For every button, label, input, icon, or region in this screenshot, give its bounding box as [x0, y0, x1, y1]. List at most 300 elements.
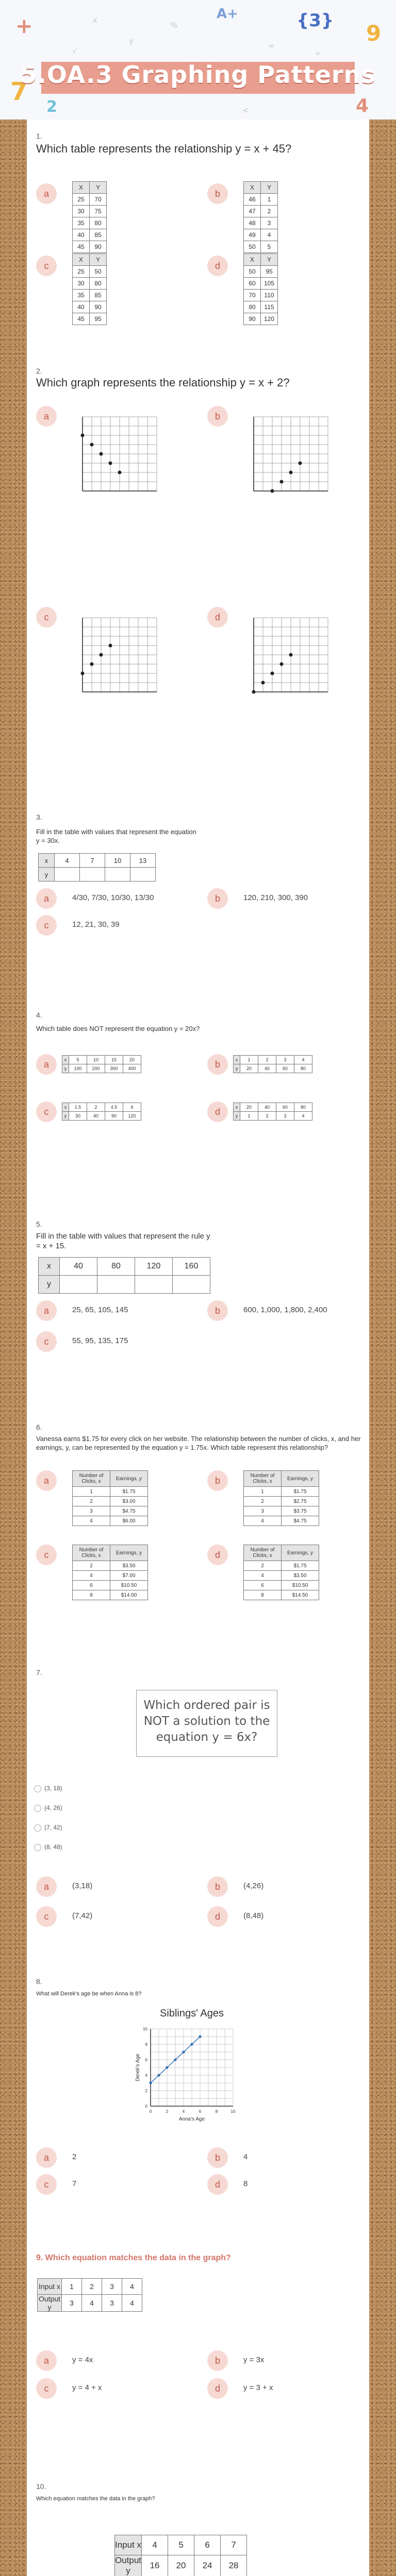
- data-point: [90, 663, 94, 666]
- table-cell: 120: [135, 1258, 173, 1276]
- table-row: [38, 2279, 142, 2295]
- table-cell: 35: [73, 290, 90, 301]
- table-row: [244, 266, 278, 278]
- table-cell: 30: [73, 278, 90, 290]
- option-badge[interactable]: b: [207, 1300, 228, 1321]
- table-cell: 90: [90, 301, 107, 313]
- table-row: [244, 1571, 319, 1581]
- data-table: [243, 1470, 319, 1526]
- option-text[interactable]: (8,48): [243, 1911, 264, 1920]
- option-badge[interactable]: c: [36, 1101, 57, 1122]
- table-row: [234, 1056, 312, 1064]
- table-row-label: y: [39, 1276, 60, 1294]
- question-number: 10.: [36, 2482, 46, 2490]
- data-point: [182, 2050, 185, 2053]
- table-row: [73, 1516, 148, 1526]
- data-point: [190, 2043, 193, 2045]
- option-badge[interactable]: b: [207, 1876, 228, 1897]
- question-number: 2.: [36, 367, 42, 375]
- option-badge[interactable]: a: [36, 1470, 57, 1491]
- table-cell: 6: [194, 2535, 221, 2555]
- table-header-row: [73, 254, 107, 266]
- table-cell: 5: [261, 241, 278, 253]
- deco-symbol: +: [15, 14, 33, 38]
- table-row-label: x: [234, 1103, 240, 1112]
- table-row: [73, 1561, 148, 1571]
- table-cell: 28: [221, 2555, 247, 2576]
- table-header-cell: Number of Clicks, x: [244, 1471, 282, 1487]
- table-cell: 4: [261, 229, 278, 241]
- table-cell: 50: [90, 266, 107, 278]
- table-cell: 90: [90, 241, 107, 253]
- deco-symbol: <: [242, 106, 249, 115]
- data-table: [243, 253, 278, 325]
- table-cell: [60, 1276, 97, 1294]
- table-cell: 60: [276, 1103, 294, 1112]
- option-text[interactable]: y = 4x: [72, 2355, 93, 2364]
- table-cell: 85: [90, 290, 107, 301]
- table-header-cell: Y: [261, 254, 278, 266]
- question-text: Which equation matches the data in the graph?: [36, 2496, 155, 2502]
- question-text: Fill in the table with values that represent the equation y = 30x.: [36, 828, 196, 844]
- table-cell: 80: [90, 278, 107, 290]
- table-cell: 1: [244, 1487, 282, 1497]
- option-text[interactable]: 4/30, 7/30, 10/30, 13/30: [72, 893, 154, 902]
- option-badge[interactable]: b: [207, 2147, 228, 2168]
- table-cell: 10: [105, 854, 130, 868]
- x-tick-label: 6: [199, 2109, 202, 2114]
- table-cell: 110: [261, 290, 278, 301]
- data-table: [62, 1103, 141, 1121]
- y-tick-label: 8: [145, 2042, 147, 2047]
- data-table: [37, 2278, 142, 2312]
- option-badge[interactable]: d: [207, 1545, 228, 1565]
- option-text[interactable]: (7,42): [72, 1911, 93, 1920]
- table-header-cell: Number of Clicks, x: [244, 1545, 282, 1561]
- option-badge[interactable]: a: [36, 406, 57, 427]
- option-badge[interactable]: a: [36, 888, 57, 909]
- option-badge[interactable]: d: [207, 2174, 228, 2195]
- table-header-cell: X: [244, 254, 261, 266]
- option-badge[interactable]: d: [207, 1906, 228, 1927]
- question-number: 9.: [36, 2253, 43, 2262]
- radio-label: (3, 18): [44, 1785, 62, 1792]
- question-text: Fill in the table with values that represent the rule y = x + 15.: [36, 1232, 210, 1250]
- data-table: [243, 181, 278, 253]
- table-row-label: y: [234, 1064, 240, 1073]
- option-text[interactable]: (3,18): [72, 1882, 93, 1890]
- table-cell: 10: [87, 1056, 105, 1064]
- data-table: [38, 1257, 210, 1294]
- table-row: [62, 1056, 141, 1064]
- table-cell: 100: [69, 1064, 87, 1073]
- data-point: [81, 434, 85, 437]
- table-row: [244, 1497, 319, 1506]
- question-number: 3.: [36, 813, 42, 821]
- table-cell: $1.75: [282, 1487, 319, 1497]
- table-cell: 7: [80, 854, 105, 868]
- table-row: [39, 868, 156, 882]
- radio-option[interactable]: [34, 1804, 62, 1812]
- question-text: Vanessa earns $1.75 for every click on her website. The relationship between the number of clicks, x, and her earnings, y, can be represented by the equation y = 1.75x. Which table represent this relationship?: [36, 1435, 361, 1451]
- radio-button[interactable]: [34, 1805, 41, 1812]
- table-cell: 24: [194, 2555, 221, 2576]
- data-table: [243, 1545, 319, 1600]
- table-cell: $6.00: [110, 1516, 148, 1526]
- option-text[interactable]: 2: [72, 2153, 77, 2161]
- deco-symbol: 7: [10, 77, 28, 106]
- table-cell: 45: [73, 313, 90, 325]
- table-cell: 2: [73, 1497, 110, 1506]
- table-cell: 1.5: [69, 1103, 87, 1112]
- table-cell: 3: [102, 2295, 122, 2312]
- table-cell: 48: [244, 217, 261, 229]
- table-cell: 50: [244, 266, 261, 278]
- table-cell: 4: [244, 1516, 282, 1526]
- data-point: [199, 2035, 201, 2038]
- table-cell: 20: [168, 2555, 194, 2576]
- table-cell: $1.75: [110, 1487, 148, 1497]
- table-cell: 6: [123, 1103, 141, 1112]
- question-prompt: Which equation matches the data in the graph?: [45, 2253, 231, 2262]
- table-row: [39, 854, 156, 868]
- option-text[interactable]: 7: [72, 2179, 77, 2188]
- table-cell: 115: [261, 301, 278, 313]
- option-badge[interactable]: b: [207, 888, 228, 909]
- table-cell: 40: [73, 301, 90, 313]
- option-badge[interactable]: d: [207, 256, 228, 276]
- table-row: [244, 313, 278, 325]
- table-row-label: y: [39, 868, 55, 882]
- option-badge[interactable]: b: [207, 183, 228, 204]
- option-text[interactable]: y = 3x: [243, 2355, 265, 2364]
- table-cell: 105: [261, 278, 278, 290]
- option-badge[interactable]: a: [36, 1054, 57, 1075]
- coordinate-grid: [243, 406, 336, 499]
- table-cell: 2: [258, 1112, 276, 1121]
- table-cell: 20: [123, 1056, 141, 1064]
- question-4-card: [27, 968, 369, 1168]
- deco-symbol: y: [129, 36, 134, 45]
- x-axis-label: Anna's Age: [178, 2116, 205, 2122]
- option-badge[interactable]: c: [36, 1545, 57, 1565]
- data-point: [289, 471, 293, 474]
- table-cell: 3: [102, 2279, 122, 2295]
- x-tick-label: 0: [149, 2109, 152, 2114]
- question-text: Which table represents the relationship y = x + 45?: [36, 142, 292, 155]
- option-badge[interactable]: a: [36, 2350, 57, 2371]
- table-cell: [135, 1276, 173, 1294]
- table-row: [73, 290, 107, 301]
- table-cell: 20: [240, 1103, 258, 1112]
- table-header-row: [244, 1545, 319, 1561]
- question-number: 4.: [36, 1011, 42, 1019]
- question-number: 1.: [36, 132, 42, 140]
- table-row: [244, 1487, 319, 1497]
- table-row: [73, 1487, 148, 1497]
- table-cell: 2: [87, 1103, 105, 1112]
- table-row: [73, 1506, 148, 1516]
- table-row: [244, 1590, 319, 1600]
- table-cell: 70: [90, 194, 107, 206]
- y-axis-label: Derek's Age: [135, 2054, 141, 2081]
- data-point: [289, 653, 293, 657]
- table-cell: 45: [73, 241, 90, 253]
- table-cell: 95: [90, 313, 107, 325]
- deco-symbol: 9: [366, 21, 382, 46]
- y-tick-label: 0: [145, 2104, 147, 2109]
- table-row: [244, 301, 278, 313]
- table-row: [115, 2555, 247, 2576]
- table-cell: 1: [240, 1112, 258, 1121]
- table-cell: 16: [142, 2555, 168, 2576]
- option-badge[interactable]: d: [207, 2378, 228, 2399]
- table-header-cell: X: [73, 254, 90, 266]
- table-cell: 2: [258, 1056, 276, 1064]
- table-header-cell: Y: [90, 254, 107, 266]
- option-badge[interactable]: a: [36, 1300, 57, 1321]
- option-badge[interactable]: c: [36, 256, 57, 276]
- table-cell: [173, 1276, 210, 1294]
- data-point: [280, 480, 284, 484]
- data-table: [38, 853, 156, 882]
- y-tick-label: 10: [143, 2027, 147, 2031]
- table-row: [38, 2295, 142, 2312]
- option-badge[interactable]: c: [36, 1331, 57, 1352]
- question-number: 7.: [36, 1668, 42, 1676]
- y-tick-label: 4: [145, 2073, 147, 2078]
- table-cell: 4: [244, 1571, 282, 1581]
- radio-option[interactable]: [34, 1785, 62, 1792]
- option-badge[interactable]: a: [36, 183, 57, 204]
- option-text[interactable]: 12, 21, 30, 39: [72, 920, 120, 929]
- table-cell: 5: [69, 1056, 87, 1064]
- option-text[interactable]: 120, 210, 300, 390: [243, 893, 308, 902]
- coordinate-grid: [243, 607, 336, 700]
- deco-symbol: 4: [356, 95, 369, 116]
- table-cell: 40: [258, 1103, 276, 1112]
- table-row: [73, 217, 107, 229]
- data-table: [233, 1055, 312, 1073]
- table-cell: 4: [294, 1056, 312, 1064]
- data-table: [233, 1103, 312, 1121]
- table-row: [73, 266, 107, 278]
- deco-symbol: %: [170, 21, 178, 30]
- radio-label: (7, 42): [44, 1824, 62, 1831]
- table-cell: 3: [73, 1506, 110, 1516]
- question-6-card: [27, 1380, 369, 1627]
- table-header-cell: X: [244, 182, 261, 194]
- option-badge[interactable]: c: [36, 2174, 57, 2195]
- data-table: [72, 181, 107, 253]
- table-cell: 25: [73, 194, 90, 206]
- prompt-box: [136, 1690, 277, 1757]
- table-cell: 13: [130, 854, 156, 868]
- table-cell: 8: [73, 1590, 110, 1600]
- option-badge[interactable]: b: [207, 406, 228, 427]
- table-row-label: x: [39, 1258, 60, 1276]
- option-badge[interactable]: b: [207, 1470, 228, 1491]
- table-cell: 120: [123, 1112, 141, 1121]
- radio-label: (8, 48): [44, 1843, 62, 1851]
- table-row: [73, 301, 107, 313]
- option-badge[interactable]: b: [207, 2350, 228, 2371]
- table-cell: 40: [60, 1258, 97, 1276]
- table-header-cell: Earnings, y: [282, 1471, 319, 1487]
- table-row: [73, 1581, 148, 1590]
- table-cell: 6: [73, 1581, 110, 1590]
- y-tick-label: 6: [145, 2058, 147, 2062]
- data-point: [157, 2074, 160, 2076]
- table-cell: [97, 1276, 135, 1294]
- table-cell: 40: [258, 1064, 276, 1073]
- table-row-label: x: [62, 1056, 69, 1064]
- table-row: [62, 1112, 141, 1121]
- table-cell: 50: [244, 241, 261, 253]
- table-row: [62, 1103, 141, 1112]
- table-row: [73, 1571, 148, 1581]
- table-cell: 4: [82, 2295, 102, 2312]
- table-cell: 80: [294, 1103, 312, 1112]
- table-cell: 200: [87, 1064, 105, 1073]
- deco-symbol: x: [93, 15, 97, 25]
- table-row: [244, 241, 278, 253]
- option-badge[interactable]: d: [207, 1101, 228, 1122]
- table-cell: 80: [244, 301, 261, 313]
- table-row-label: y: [234, 1112, 240, 1121]
- radio-option[interactable]: [34, 1824, 62, 1832]
- table-row-label: x: [62, 1103, 69, 1112]
- table-header-row: [73, 1471, 148, 1487]
- table-cell: 400: [123, 1064, 141, 1073]
- table-row: [73, 278, 107, 290]
- table-cell: $7.00: [110, 1571, 148, 1581]
- table-cell: 30: [73, 206, 90, 217]
- data-point: [280, 663, 284, 666]
- table-cell: 90: [244, 313, 261, 325]
- table-cell: 3: [276, 1056, 294, 1064]
- table-cell: 160: [173, 1258, 210, 1276]
- option-badge[interactable]: c: [36, 2378, 57, 2399]
- radio-button[interactable]: [34, 1785, 41, 1792]
- option-text[interactable]: 8: [243, 2179, 248, 2188]
- option-badge[interactable]: c: [36, 607, 57, 628]
- option-text[interactable]: y = 3 + x: [243, 2383, 273, 2392]
- data-point: [149, 2081, 152, 2084]
- question-number: 5.: [36, 1220, 42, 1228]
- table-cell: $10.50: [282, 1581, 319, 1590]
- radio-label: (4, 26): [44, 1804, 62, 1811]
- table-cell: [55, 868, 80, 882]
- table-header-cell: Number of Clicks, x: [73, 1471, 110, 1487]
- data-point: [166, 2066, 168, 2069]
- table-cell: 4: [55, 854, 80, 868]
- data-table: [72, 253, 107, 325]
- option-badge[interactable]: c: [36, 1906, 57, 1927]
- table-row: [115, 2535, 247, 2555]
- data-table: [62, 1055, 141, 1073]
- option-text[interactable]: 55, 95, 135, 175: [72, 1336, 128, 1345]
- line-chart: [114, 2003, 269, 2127]
- table-row: [73, 194, 107, 206]
- table-header-row: [244, 182, 278, 194]
- table-row-label: Input x: [38, 2279, 62, 2295]
- option-badge[interactable]: b: [207, 1054, 228, 1075]
- table-row: [234, 1064, 312, 1073]
- question-2-card: [27, 336, 369, 769]
- x-tick-label: 8: [215, 2109, 218, 2114]
- option-text[interactable]: 25, 65, 105, 145: [72, 1306, 128, 1314]
- table-cell: 80: [294, 1064, 312, 1073]
- option-badge[interactable]: a: [36, 2147, 57, 2168]
- radio-button[interactable]: [34, 1844, 41, 1851]
- data-point: [100, 452, 103, 456]
- table-cell: 2: [73, 1561, 110, 1571]
- option-text[interactable]: y = 4 + x: [72, 2383, 102, 2392]
- table-row: [244, 1516, 319, 1526]
- table-row: [244, 1506, 319, 1516]
- question-9-card: [27, 2215, 369, 2427]
- option-badge[interactable]: d: [207, 607, 228, 628]
- table-cell: 30: [69, 1112, 87, 1121]
- radio-option[interactable]: [34, 1843, 62, 1851]
- data-point: [271, 672, 274, 675]
- table-cell: $1.75: [282, 1561, 319, 1571]
- option-text[interactable]: (4,26): [243, 1882, 264, 1890]
- deco-symbol: A+: [217, 6, 238, 22]
- option-badge[interactable]: c: [36, 915, 57, 936]
- table-cell: $2.75: [282, 1497, 319, 1506]
- table-cell: 7: [221, 2535, 247, 2555]
- table-row: [244, 278, 278, 290]
- table-cell: 80: [90, 217, 107, 229]
- table-cell: 35: [73, 217, 90, 229]
- table-cell: 1: [240, 1056, 258, 1064]
- coordinate-grid: [72, 607, 165, 700]
- option-text[interactable]: 4: [243, 2153, 248, 2161]
- question-number: 8.: [36, 1977, 42, 1986]
- table-cell: 60: [244, 278, 261, 290]
- table-cell: 60: [276, 1064, 294, 1073]
- data-point: [100, 653, 103, 657]
- question-3-card: [27, 769, 369, 968]
- coordinate-grid: [72, 406, 165, 499]
- table-header-cell: Earnings, y: [110, 1471, 148, 1487]
- chart-title: Siblings' Ages: [160, 2008, 224, 2019]
- table-cell: $4.75: [282, 1516, 319, 1526]
- radio-button[interactable]: [34, 1824, 41, 1832]
- question-text: Which graph represents the relationship y = x + 2?: [36, 376, 290, 389]
- table-row-label: x: [234, 1056, 240, 1064]
- table-header-cell: Y: [90, 182, 107, 194]
- table-cell: 90: [105, 1112, 123, 1121]
- table-row: [244, 206, 278, 217]
- option-text[interactable]: 600, 1,000, 1,800, 2,400: [243, 1306, 327, 1314]
- table-row-label: Output y: [38, 2295, 62, 2312]
- option-badge[interactable]: a: [36, 1876, 57, 1897]
- table-row: [39, 1276, 210, 1294]
- question-10-card: [27, 2427, 369, 2576]
- page-title: 5.OA.3 Graphing Patterns: [20, 61, 376, 89]
- table-row-label: y: [62, 1064, 69, 1073]
- question-number: 6.: [36, 1423, 42, 1431]
- table-row-label: Input x: [115, 2535, 142, 2555]
- table-row-label: Output y: [115, 2555, 142, 2575]
- table-header-row: [244, 254, 278, 266]
- table-cell: 4: [122, 2279, 142, 2295]
- table-row: [73, 229, 107, 241]
- table-cell: 15: [105, 1056, 123, 1064]
